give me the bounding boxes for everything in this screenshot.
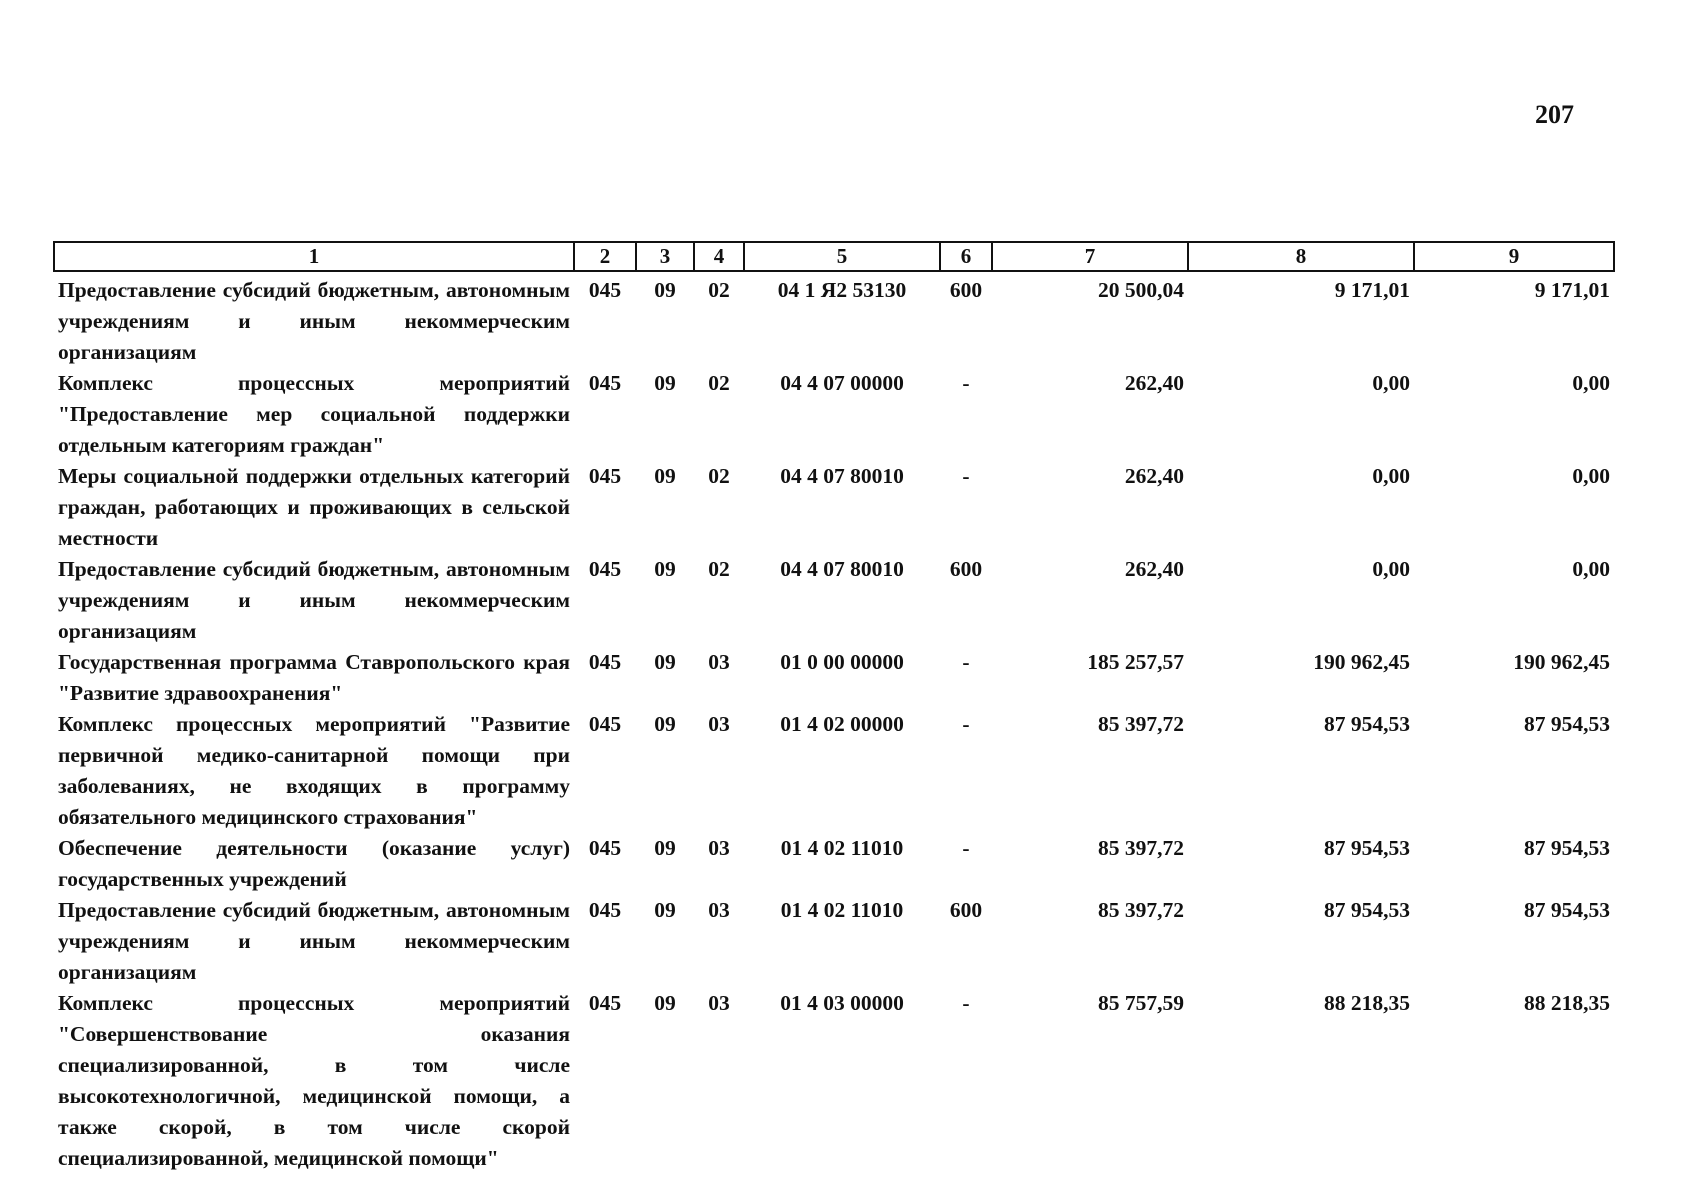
section-code: 09 (654, 712, 676, 736)
subsection-code: 02 (708, 278, 730, 302)
ministry-code: 045 (588, 712, 622, 736)
amount-col-9: 0,00 (1572, 557, 1610, 581)
table-row (54, 368, 1614, 461)
amount-col-8: 0,00 (1372, 371, 1410, 395)
amount-col-8: 0,00 (1372, 464, 1410, 488)
header-cell-4: 4 (694, 242, 744, 271)
header-cell-6: 6 (940, 242, 992, 271)
target-code: 01 4 02 11010 (780, 836, 904, 860)
expense-type-code: 600 (949, 898, 983, 922)
table-row (54, 461, 1614, 554)
amount-col-8: 87 954,53 (1324, 712, 1410, 736)
ministry-code: 045 (588, 557, 622, 581)
target-code: 01 4 02 11010 (780, 898, 904, 922)
target-code: 01 4 02 00000 (780, 712, 904, 736)
table-row (54, 833, 1614, 895)
amount-col-9: 190 962,45 (1513, 650, 1610, 674)
amount-col-8: 0,00 (1372, 557, 1410, 581)
amount-col-7: 262,40 (1124, 557, 1184, 581)
amount-col-9: 0,00 (1572, 464, 1610, 488)
subsection-code: 02 (708, 371, 730, 395)
header-cell-3: 3 (636, 242, 694, 271)
section-code: 09 (654, 991, 676, 1015)
subsection-code: 02 (708, 557, 730, 581)
section-code: 09 (654, 898, 676, 922)
target-code: 04 1 Я2 53130 (777, 278, 907, 302)
amount-col-9: 0,00 (1572, 371, 1610, 395)
expense-type-code: - (962, 464, 970, 488)
amount-col-7: 262,40 (1124, 371, 1184, 395)
section-code: 09 (654, 836, 676, 860)
row-name: Обеспечение деятельности (оказание услуг) государственных учреждений (58, 836, 570, 891)
subsection-code: 03 (708, 898, 730, 922)
amount-col-8: 87 954,53 (1324, 836, 1410, 860)
section-code: 09 (654, 650, 676, 674)
header-cell-9: 9 (1414, 242, 1614, 271)
section-code: 09 (654, 371, 676, 395)
amount-col-8: 190 962,45 (1313, 650, 1410, 674)
subsection-code: 02 (708, 464, 730, 488)
header-cell-1: 1 (54, 242, 574, 271)
amount-col-9: 88 218,35 (1524, 991, 1610, 1015)
expense-type-code: - (962, 371, 970, 395)
expense-type-code: 600 (949, 278, 983, 302)
ministry-code: 045 (588, 991, 622, 1015)
amount-col-8: 88 218,35 (1324, 991, 1410, 1015)
subsection-code: 03 (708, 991, 730, 1015)
ministry-code: 045 (588, 371, 622, 395)
amount-col-8: 9 171,01 (1334, 278, 1410, 302)
row-name: Меры социальной поддержки отдельных категорий граждан, работающих и проживающих в сельской местности (58, 464, 570, 550)
section-code: 09 (654, 278, 676, 302)
table-row (54, 554, 1614, 647)
subsection-code: 03 (708, 712, 730, 736)
table-row (54, 709, 1614, 833)
expense-type-code: - (962, 712, 970, 736)
amount-col-7: 85 397,72 (1098, 836, 1184, 860)
row-name: Государственная программа Ставропольского края "Развитие здравоохранения" (58, 650, 570, 705)
ministry-code: 045 (588, 464, 622, 488)
budget-table (53, 241, 1615, 1174)
row-name: Предоставление субсидий бюджетным, автономным учреждениям и иным некоммерческим организациям (58, 557, 570, 643)
row-name: Предоставление субсидий бюджетным, автономным учреждениям и иным некоммерческим организациям (58, 898, 570, 984)
table-row (54, 988, 1614, 1174)
header-cell-7: 7 (992, 242, 1188, 271)
expense-type-code: - (962, 836, 970, 860)
table-row (54, 647, 1614, 709)
amount-col-9: 87 954,53 (1524, 712, 1610, 736)
section-code: 09 (654, 557, 676, 581)
target-code: 01 4 03 00000 (780, 991, 904, 1015)
amount-col-9: 9 171,01 (1534, 278, 1610, 302)
expense-type-code: - (962, 991, 970, 1015)
expense-type-code: 600 (949, 557, 983, 581)
header-row (54, 242, 1614, 271)
target-code: 01 0 00 00000 (780, 650, 904, 674)
subsection-code: 03 (708, 650, 730, 674)
amount-col-7: 20 500,04 (1098, 278, 1184, 302)
target-code: 04 4 07 00000 (780, 371, 904, 395)
row-name: Комплекс процессных мероприятий "Предоставление мер социальной поддержки отдельным категориям граждан" (58, 371, 570, 457)
row-name: Комплекс процессных мероприятий "Развитие первичной медико-санитарной помощи при заболеваниях, не входящих в программу обязательного медицинского страхования" (58, 712, 570, 829)
ministry-code: 045 (588, 836, 622, 860)
amount-col-7: 85 757,59 (1098, 991, 1184, 1015)
amount-col-8: 87 954,53 (1324, 898, 1410, 922)
row-name: Комплекс процессных мероприятий "Совершенствование оказания специализированной, в том числе высокотехнологичной, медицинской помощи, а также скорой, в том числе скорой специализированной, медицинской помощи" (58, 991, 570, 1170)
target-code: 04 4 07 80010 (780, 557, 904, 581)
header-cell-5: 5 (744, 242, 940, 271)
amount-col-7: 85 397,72 (1098, 712, 1184, 736)
amount-col-9: 87 954,53 (1524, 898, 1610, 922)
ministry-code: 045 (588, 650, 622, 674)
section-code: 09 (654, 464, 676, 488)
header-cell-8: 8 (1188, 242, 1414, 271)
ministry-code: 045 (588, 278, 622, 302)
header-cell-2: 2 (574, 242, 636, 271)
subsection-code: 03 (708, 836, 730, 860)
amount-col-7: 85 397,72 (1098, 898, 1184, 922)
expense-type-code: - (962, 650, 970, 674)
table-row (54, 271, 1614, 368)
page-number: 207 (1535, 100, 1574, 129)
ministry-code: 045 (588, 898, 622, 922)
amount-col-9: 87 954,53 (1524, 836, 1610, 860)
row-name: Предоставление субсидий бюджетным, автономным учреждениям и иным некоммерческим организациям (58, 278, 570, 364)
amount-col-7: 262,40 (1124, 464, 1184, 488)
amount-col-7: 185 257,57 (1087, 650, 1184, 674)
table-row (54, 895, 1614, 988)
target-code: 04 4 07 80010 (780, 464, 904, 488)
